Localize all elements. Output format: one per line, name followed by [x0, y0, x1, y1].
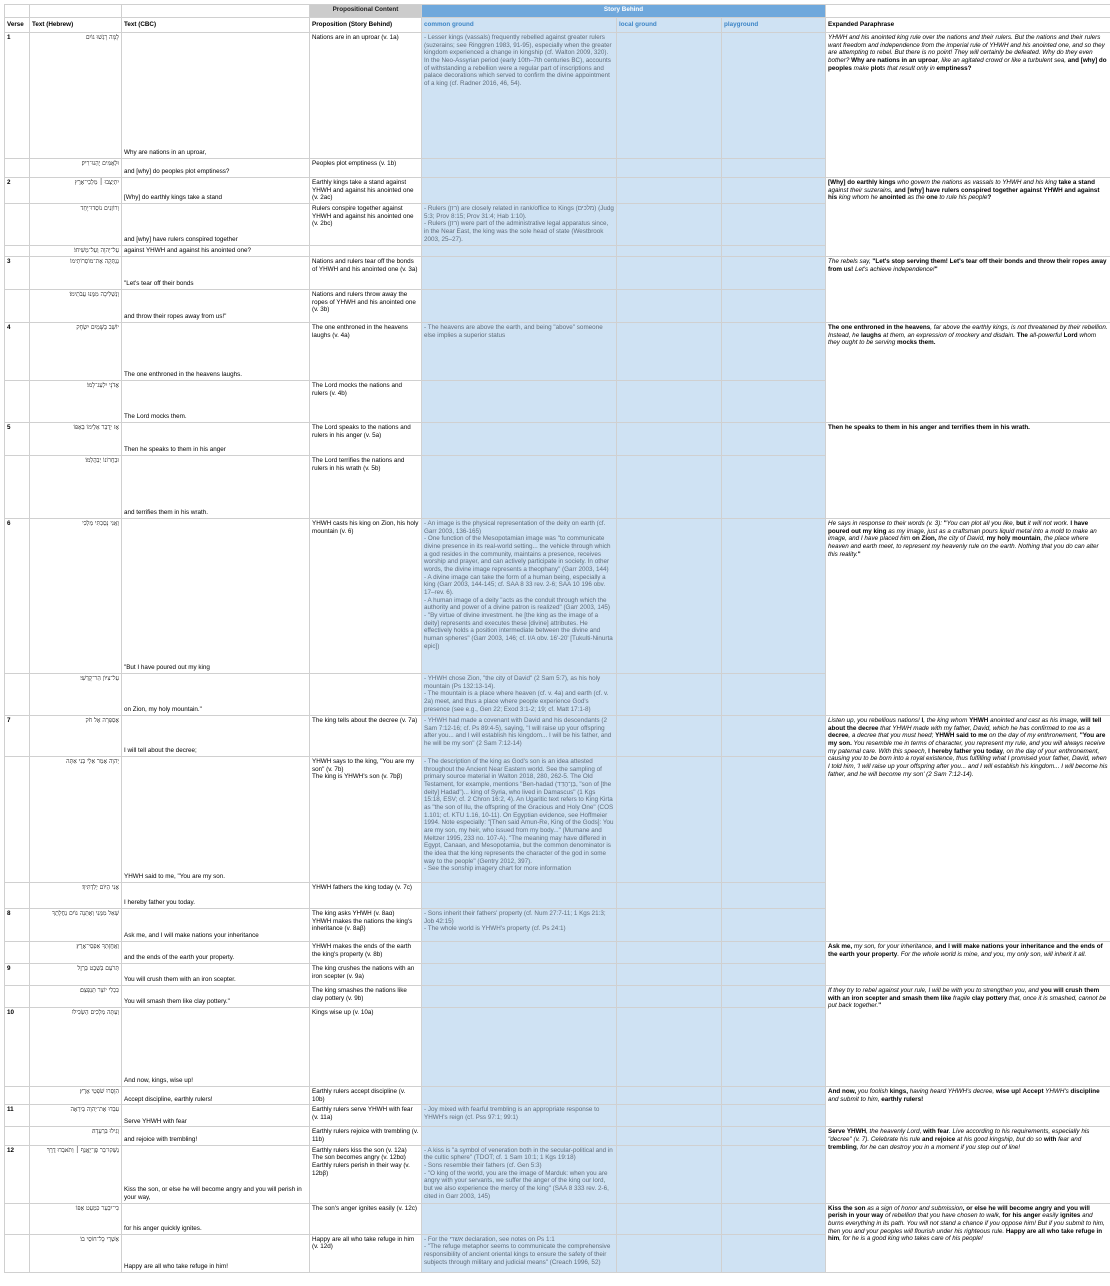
common-ground-cell — [422, 159, 617, 178]
hebrew-text: אָז יְדַבֵּר אֵלֵימוֹ בְאַפּוֹ — [30, 423, 122, 456]
expanded-paraphrase-cell: YHWH and his anointed king rule over the nations and their rulers. But the nations and their rulers want freedom and independence from the imperial rule of YHWH and his anointed one, and so they are attempting to rebel. But there is no point! They will certainly be defeated. Why do they even bother? Why are nations in an uproar, like an agitated crowd or like a turbulent sea, and [why] do peoples make plots that result only in emptiness? — [826, 33, 1110, 178]
cbc-text: YHWH said to me, "You are my son. — [122, 757, 310, 883]
expanded-paraphrase-cell: Listen up, you rebellious nations! I, the king whom YHWH anointed and cast as his image, will tell about the decree that YHWH made with my father, David, which he has confirmed to me as a decree, a decree that you must heed; YHWH said to me on the day of my enthronement, "You are my son. You resemble me in terms of character, you represent my rule, and you will always receive my paternal care. With this speech, I hereby father you today, on the day of your enthronement, causing you to be born into a royal existence, thus fulfilling what I promised your father, David, when I told him, 'I will raise up your offspring after you... and I will establish his kingdom... I will become his father, and he will become my son' (2 Sam 7:12-14). — [826, 716, 1110, 942]
cbc-text: and [why] do peoples plot emptiness? — [122, 159, 310, 178]
hebrew-text: יִתְיַצְּבוּ ׀ מַלְכֵי־אֶרֶץ — [30, 178, 122, 204]
common-ground-cell — [422, 519, 617, 674]
hebrew-text: וּבַחֲרוֹנוֹ יְבַהֲלֵמוֹ׃ — [30, 456, 122, 519]
common-ground-cell — [422, 716, 617, 757]
cbc-text: and [why] have rulers conspired together — [122, 204, 310, 246]
verse-number: 10 — [5, 1008, 30, 1087]
cell-line: - Lesser kings (vassals) frequently rebelled against greater rulers (suzerains; see Ringgren 1983, 91-95), especially when the greater kingdom experienced a change in kingship (cf. Walton 2009, 320). In the Neo-Assyrian period (early 10th–7th centuries BC), accounts of withstanding a rebellion were a regular part of inscriptions and palace decorations which served to confirm the divine appointment of a king (cf. Radner 2016, 46, 54). — [424, 34, 612, 88]
cell-line: - Rulers (רזן) were part of the administrative legal apparatus since, in the Near East, the king was the sole head of state (Westbrook 2003, 25–27). — [424, 220, 609, 243]
cell-line: Nations and rulers throw away the ropes of YHWH and his anointed one (v. 3b) — [312, 291, 416, 314]
common-ground-cell — [422, 1234, 617, 1272]
playground-cell — [722, 290, 826, 323]
local-ground-cell — [617, 33, 722, 159]
cell-line: - "O king of the world, you are the image of Marduk: when you are angry with your servants, we suffer the anger of the king our lord, but we also experience the mercy of the king" (SAA 8 333 rev. 2-6, cited in Garr 2003, 145) — [424, 1169, 609, 1200]
verse-number: 9 — [5, 964, 30, 986]
cell-line: YHWH makes the ends of the earth the king's property (v. 8b) — [312, 943, 412, 958]
verse-number: 5 — [5, 423, 30, 456]
col-playground: playground — [722, 18, 826, 33]
common-ground-cell — [422, 1087, 617, 1105]
cell-line: The one enthroned in the heavens laughs (v. 4a) — [312, 324, 408, 339]
cell-line: - The description of the king as God's son is an idea attested throughout the Ancient Near Eastern world. See the sampling of primary source material in Walton 2018, 280, 262-5. The Old Testament, for example, mentions "Ben-hadad (בֶּן־הֲדַד, "son of [the deity] Hadad")... king of Syria, who lived in Damascus" (1 Kgs 15:18, ESV; cf. 2 Chron 16:2, 4). An Ugaritic text refers to King Kirta as "the son of Ilu, the offspring of the Gracious and Holy One" (COS 1.101; cf. KTU 1.16, 10-11). On Egyptian evidence, see Hoffmeier 1994. Note especially: "[Then said Amun-Re, King of the Gods]: You are my son, my heir, who issued from my body..." (Murnane and Meltzer 1995, 233 no. 107-A). "The meaning may have differed in Egypt, Canaan, and Mesopotamia, but the common denominator is the idea that the king represents the character of the god in some way to the people" (Gentry 2012, 397). — [424, 758, 614, 865]
cbc-text: and the ends of the earth your property. — [122, 942, 310, 964]
cell-line: - The whole world is YHWH's property (cf. Ps 24:1) — [424, 925, 566, 933]
playground-cell — [722, 1203, 826, 1234]
cell-line: Kings wise up (v. 10a) — [312, 1009, 374, 1017]
cell-line: - The mountain is a place where heaven (cf. v. 4a) and earth (cf. v. 2a) meet, and thus a place where people experience God's presence (see e.g., Gen 22; Exod 3:1-2; 19; cf. Matt 17:1-8) — [424, 690, 609, 713]
cbc-text: And now, kings, wise up! — [122, 1008, 310, 1087]
cell-line: - A human image of a deity "acts as the conduit through which the authority and power of a divine patron is realized" (Garr 2003, 145) — [424, 596, 610, 612]
local-ground-cell — [617, 178, 722, 204]
playground-cell — [722, 1127, 826, 1145]
local-ground-cell — [617, 246, 722, 257]
common-ground-cell — [422, 178, 617, 204]
cell-line: Earthly kings take a stand against YHWH and against his anointed one (v. 2ac) — [312, 179, 414, 202]
local-ground-cell — [617, 883, 722, 909]
proposition-cell — [310, 33, 422, 159]
local-ground-cell — [617, 323, 722, 381]
verse-number — [5, 1203, 30, 1234]
playground-cell — [722, 1087, 826, 1105]
expanded-paraphrase-cell: The rebels say, "Let's stop serving them! Let's tear off their bonds and throw their ropes away from us! Let's achieve independence!" — [826, 257, 1110, 323]
playground-cell — [722, 942, 826, 964]
local-ground-cell — [617, 423, 722, 456]
hebrew-text: וַאֲחֻזָּתְךָ אַפְסֵי־אָרֶץ׃ — [30, 942, 122, 964]
cell-line: The son's anger ignites easily (v. 12c) — [312, 1204, 418, 1212]
local-ground-cell — [617, 1127, 722, 1145]
local-ground-cell — [617, 204, 722, 246]
common-ground-cell — [422, 456, 617, 519]
cell-line: Happy are all who take refuge in him (v. 12d) — [312, 1235, 415, 1251]
col-common-ground: common ground — [422, 18, 617, 33]
verse-number — [5, 456, 30, 519]
table-row — [5, 716, 1110, 757]
table-row — [5, 1087, 1110, 1105]
cbc-text: "Let's tear off their bonds — [122, 257, 310, 290]
cell-line: - A divine image can take the form of a human being, especially a king (Garr 2003, 144-145; cf. SAA 8 33 rev. 2-6; SAA 10 196 obv. 17–rev. 6). — [424, 573, 606, 597]
cell-line: YHWH makes the nations the king's inheritance (v. 8aβ) — [312, 917, 413, 933]
table-row — [5, 257, 1110, 290]
cell-line: YHWH says to the king, "You are my son" (v. 7b) — [312, 758, 415, 773]
local-ground-cell — [617, 909, 722, 942]
expanded-paraphrase-cell: If they try to rebel against your rule, I will be with you to strengthen you, and you will crush them with an iron scepter and smash them like fragile clay pottery that, once it is smashed, cannot be put back together." — [826, 986, 1110, 1087]
common-ground-cell — [422, 204, 617, 246]
cbc-text: Happy are all who take refuge in him! — [122, 1234, 310, 1272]
cell-line: - Sons resemble their fathers (cf. Gen 5:3) — [424, 1162, 542, 1170]
expanded-paraphrase-cell: Kiss the son as a sign of honor and submission, or else he will become angry and you will perish in your way of rebellion that you have chosen to walk, for his anger easily ignites and burns everything in its path. You will not stand a chance if you oppose him! But if you submit to him, then you and your peoples will flourish under his righteous rule. Happy are all who take refuge in him, for he is a good king who takes care of his people! — [826, 1203, 1110, 1272]
expanded-paraphrase-cell: Ask me, my son, for your inheritance, and I will make nations your inheritance and the ends of the earth your property. For the whole world is mine, and you, my only son, will inherit it all. — [826, 942, 1110, 986]
common-ground-cell — [422, 942, 617, 964]
proposition-cell — [310, 1087, 422, 1105]
proposition-cell — [310, 964, 422, 986]
expanded-paraphrase-cell: Then he speaks to them in his anger and terrifies them in his wrath. — [826, 423, 1110, 519]
cell-line: The king tells about the decree (v. 7a) — [312, 717, 418, 725]
verse-number: 7 — [5, 716, 30, 757]
verse-number — [5, 1234, 30, 1272]
cell-line: The king smashes the nations like clay pottery (v. 9b) — [312, 987, 407, 1002]
local-ground-cell — [617, 757, 722, 883]
hebrew-text: וּלְאֻמִּים יֶהְגּוּ־רִיק׃ — [30, 159, 122, 178]
playground-cell — [722, 381, 826, 423]
cell-line: The son becomes angry (v. 12bα) — [312, 1154, 406, 1162]
verse-number — [5, 381, 30, 423]
cbc-text: and throw their ropes away from us!" — [122, 290, 310, 323]
cbc-text: against YHWH and against his anointed one? — [122, 246, 310, 257]
cbc-text: Ask me, and I will make nations your inheritance — [122, 909, 310, 942]
verse-number — [5, 757, 30, 883]
hebrew-text: וְרוֹזְנִים נוֹסְדוּ־יָחַד — [30, 204, 122, 246]
table-row — [5, 942, 1110, 964]
cbc-text: Accept discipline, earthly rulers! — [122, 1087, 310, 1105]
proposition-cell — [310, 423, 422, 456]
common-ground-cell — [422, 909, 617, 942]
hebrew-text: כִּי־יִבְעַר כִּמְעַט אַפּוֹ — [30, 1203, 122, 1234]
table-row — [5, 33, 1110, 159]
cell-line: Rulers conspire together against YHWH and against his anointed one (v. 2bc) — [312, 205, 414, 228]
verse-number: 2 — [5, 178, 30, 204]
hebrew-text: נְנַתְּקָה אֶת־מוֹסְרוֹתֵימוֹ — [30, 257, 122, 290]
local-ground-cell — [617, 456, 722, 519]
hebrew-text: וַאֲנִי נָסַכְתִּי מַלְכִּי — [30, 519, 122, 674]
cell-line: The Lord speaks to the nations and rulers in his anger (v. 5a) — [312, 424, 411, 439]
cbc-text: for his anger quickly ignites. — [122, 1203, 310, 1234]
local-ground-cell — [617, 674, 722, 716]
common-ground-cell — [422, 246, 617, 257]
local-ground-cell — [617, 1087, 722, 1105]
playground-cell — [722, 1145, 826, 1203]
verse-number: 6 — [5, 519, 30, 674]
local-ground-cell — [617, 381, 722, 423]
cbc-text: The one enthroned in the heavens laughs. — [122, 323, 310, 381]
hebrew-text: כִּכְלִי יוֹצֵר תְּנַפְּצֵם׃ — [30, 986, 122, 1008]
common-ground-cell — [422, 1203, 617, 1234]
expanded-paraphrase-cell: He says in response to their words (v. 3): "You can plot all you like, but it will not work. I have poured out my king as my image, just as a craftsman pours liquid metal into a mold to make an image, and I have placed him on Zion, the city of David, my holy mountain, the place where heaven and earth meet, to represent my heavenly rule on the earth. Nothing that you do can alter this reality." — [826, 519, 1110, 716]
table-row — [5, 423, 1110, 456]
expanded-paraphrase-cell: And now, you foolish kings, having heard YHWH's decree, wise up! Accept YHWH's discipline and submit to him, earthly rulers! — [826, 1087, 1110, 1127]
verse-number — [5, 204, 30, 246]
table-row — [5, 323, 1110, 381]
cell-line: The Lord mocks the nations and rulers (v. 4b) — [312, 382, 402, 397]
cell-line: - YHWH chose Zion, "the city of David" (2 Sam 5:7), as his holy mountain (Ps 132:13-14). — [424, 675, 601, 690]
cell-line: Nations are in an uproar (v. 1a) — [312, 34, 399, 41]
playground-cell — [722, 423, 826, 456]
common-ground-cell — [422, 757, 617, 883]
common-ground-cell — [422, 423, 617, 456]
local-ground-cell — [617, 1203, 722, 1234]
hebrew-text: וְנַשְׁלִיכָה מִמֶּנּוּ עֲבֹתֵימוֹ׃ — [30, 290, 122, 323]
cell-line: Nations and rulers tear off the bonds of YHWH and his anointed one (v. 3a) — [312, 258, 418, 273]
local-ground-cell — [617, 964, 722, 986]
proposition-cell — [310, 1145, 422, 1203]
local-ground-cell — [617, 159, 722, 178]
hebrew-text: עִבְדוּ אֶת־יְהוָה בְּיִרְאָה — [30, 1105, 122, 1127]
verse-number — [5, 942, 30, 964]
playground-cell — [722, 674, 826, 716]
cell-line: - "By virtue of divine investment. he [the king as the image of a deity] represents and executes these [divine] attributes. He effectively holds a position intermediate between the divine and human spheres" (Garr 2003, 146; cf. I/A obv. 16'-20' [Tukulti-Ninurta epic]) — [424, 612, 613, 650]
cell-line: Earthly rulers kiss the son (v. 12a) — [312, 1146, 407, 1154]
cell-line: The king crushes the nations with an iron scepter (v. 9a) — [312, 965, 415, 980]
hebrew-text: וְעַתָּה מְלָכִים הַשְׂכִּילוּ — [30, 1008, 122, 1087]
proposition-cell — [310, 1203, 422, 1234]
playground-cell — [722, 178, 826, 204]
playground-cell — [722, 519, 826, 674]
cbc-text: [Why] do earthly kings take a stand — [122, 178, 310, 204]
cell-line: - Joy mixed with fearful trembling is an appropriate response to YHWH's reign (cf. Pss 97:1; 99:1) — [424, 1106, 600, 1122]
cell-line: - For the אשרי declaration, see notes on Ps 1:1 — [424, 1235, 555, 1243]
cbc-text: and rejoice with trembling! — [122, 1127, 310, 1145]
cbc-text: Kiss the son, or else he will become angry and you will perish in your way, — [122, 1145, 310, 1203]
cell-line: YHWH fathers the king today (v. 7c) — [312, 884, 412, 892]
cell-line: Earthly rulers accept discipline (v. 10b) — [312, 1088, 406, 1103]
playground-cell — [722, 1234, 826, 1272]
common-ground-cell — [422, 674, 617, 716]
hebrew-text: נַשְּׁקוּ־בַר פֶּן־יֶאֱנַף ׀ וְתֹאבְדוּ דֶרֶךְ — [30, 1145, 122, 1203]
verse-number — [5, 1087, 30, 1105]
common-ground-cell — [422, 1127, 617, 1145]
common-ground-cell — [422, 33, 617, 159]
cell-line: - One function of the Mesopotamian image was "to communicate divine presence in its real-world setting... the vehicle through which a god resides in the community, maintains a presence, receives worship and prayer, and can actively participate in society. In other words, the divine image represents a theophany" (Garr 2003, 144) — [424, 535, 611, 574]
playground-cell — [722, 964, 826, 986]
verse-number: 11 — [5, 1105, 30, 1127]
proposition-cell — [310, 1008, 422, 1087]
verse-number: 1 — [5, 33, 30, 159]
verse-number: 3 — [5, 257, 30, 290]
col-proposition: Proposition (Story Behind) — [310, 18, 422, 33]
common-ground-cell — [422, 381, 617, 423]
playground-cell — [722, 456, 826, 519]
playground-cell — [722, 883, 826, 909]
cell-line: - An image is the physical representation of the deity on earth (cf. Garr 2003, 136-165) — [424, 520, 606, 535]
proposition-cell — [310, 909, 422, 942]
verse-number — [5, 1127, 30, 1145]
local-ground-cell — [617, 1145, 722, 1203]
local-ground-cell — [617, 716, 722, 757]
table-row — [5, 1127, 1110, 1145]
cbc-text: I will tell about the decree; — [122, 716, 310, 757]
proposition-cell — [310, 986, 422, 1008]
common-ground-cell — [422, 323, 617, 381]
local-ground-cell — [617, 942, 722, 964]
hebrew-text: שְׁאַל מִמֶּנִּי וְאֶתְּנָה גוֹיִם נַחֲלָתֶךָ — [30, 909, 122, 942]
cell-line: The Lord terrifies the nations and rulers in his wrath (v. 5b) — [312, 457, 405, 472]
proposition-cell — [310, 674, 422, 716]
cbc-text: Why are nations in an uproar, — [122, 33, 310, 159]
playground-cell — [722, 986, 826, 1008]
expanded-paraphrase-cell: [Why] do earthly kings who govern the nations as vassals to YHWH and his king take a stand against their suzerains, and [why] have rulers conspired together against YHWH and against his king whom he anointed as the one to rule his people? — [826, 178, 1110, 257]
cell-line: - The heavens are above the earth, and being "above" someone else implies a superior status — [424, 324, 603, 339]
table-row — [5, 1203, 1110, 1234]
proposition-cell — [310, 1127, 422, 1145]
col-hebrew: Text (Hebrew) — [30, 18, 122, 33]
table-row — [5, 178, 1110, 204]
cell-line: Earthly rulers serve YHWH with fear (v. 11a) — [312, 1106, 413, 1122]
playground-cell — [722, 246, 826, 257]
playground-cell — [722, 1008, 826, 1087]
proposition-cell — [310, 257, 422, 290]
proposition-cell — [310, 883, 422, 909]
cell-line: The king is YHWH's son (v. 7bβ) — [312, 773, 403, 781]
common-ground-cell — [422, 986, 617, 1008]
col-verse: Verse — [5, 18, 30, 33]
cbc-text: Serve YHWH with fear — [122, 1105, 310, 1127]
hebrew-text: עַל־צִיּוֹן הַר־קָדְשִׁי׃ — [30, 674, 122, 716]
verse-number: 8 — [5, 909, 30, 942]
local-ground-cell — [617, 290, 722, 323]
propositional-content-header: Propositional Content — [310, 5, 422, 18]
hebrew-text: וְגִילוּ בִּרְעָדָה׃ — [30, 1127, 122, 1145]
cell-line: YHWH casts his king on Zion, his holy mountain (v. 6) — [312, 520, 419, 535]
common-ground-cell — [422, 257, 617, 290]
cbc-text: The Lord mocks them. — [122, 381, 310, 423]
local-ground-cell — [617, 1234, 722, 1272]
cbc-text: You will crush them with an iron scepter. — [122, 964, 310, 986]
proposition-cell — [310, 519, 422, 674]
cell-line: Earthly rulers rejoice with trembling (v. 11b) — [312, 1128, 419, 1144]
proposition-cell — [310, 159, 422, 178]
col-cbc: Text (CBC) — [122, 18, 310, 33]
proposition-cell — [310, 290, 422, 323]
playground-cell — [722, 159, 826, 178]
cell-line: Earthly rulers perish in their way (v. 12bβ) — [312, 1162, 410, 1177]
proposition-cell — [310, 381, 422, 423]
cell-line: - Sons inherit their fathers' property (cf. Num 27:7-11; 1 Kgs 21:3; Job 42:15) — [424, 910, 606, 925]
verse-number — [5, 883, 30, 909]
cell-line: - Rulers (רזן) are closely related in rank/office to Kings (מלכים) (Judg 5:3; Prov 8:15; Prov 31:4; Hab 1:10). — [424, 205, 614, 220]
hebrew-text: לָמָּה רָגְשׁוּ גוֹיִם — [30, 33, 122, 159]
local-ground-cell — [617, 1008, 722, 1087]
proposition-cell — [310, 456, 422, 519]
proposition-cell — [310, 246, 422, 257]
hebrew-text: אֲסַפְּרָה אֶל חֹק — [30, 716, 122, 757]
story-behind-header: Story Behind — [422, 5, 826, 18]
verse-number — [5, 674, 30, 716]
common-ground-cell — [422, 1008, 617, 1087]
cell-line: - A kiss is "a symbol of veneration both in the secular-political and in the cultic sphere" (TDOT; cf. 1 Sam 10:1; 1 Kgs 19:18) — [424, 1146, 613, 1162]
table-row — [5, 519, 1110, 674]
common-ground-cell — [422, 883, 617, 909]
common-ground-cell — [422, 964, 617, 986]
expanded-paraphrase-cell: The one enthroned in the heavens, far above the earthly kings, is not threatened by their rebellion. Instead, he laughs at them, an expression of mockery and disdain. The all-powerful Lord whom they ought to be serving mocks them. — [826, 323, 1110, 423]
hebrew-text: עַל־יְהוָה וְעַל־מְשִׁיחוֹ׃ — [30, 246, 122, 257]
proposition-cell — [310, 716, 422, 757]
cbc-text: Then he speaks to them in his anger — [122, 423, 310, 456]
proposition-cell — [310, 1234, 422, 1272]
proposition-cell — [310, 178, 422, 204]
cell-line: - YHWH had made a covenant with David and his descendants (2 Sam 7:12-16; cf. Ps 89:4-5), saying, "I will raise up your offspring after you... and I will establish his kingdom... I will be his father, and he will be my son" (2 Sam 7:12-14) — [424, 717, 612, 748]
expanded-paraphrase-cell: Serve YHWH, the heavenly Lord, with fear. Live according to his requirements, especially his "decree" (v. 7). Celebrate his rule and rejoice at his good kingship, but do so with fear and trembling, for he can destroy you in a moment if you step out of line! — [826, 1127, 1110, 1203]
cbc-text: "But I have poured out my king — [122, 519, 310, 674]
playground-cell — [722, 1105, 826, 1127]
common-ground-cell — [422, 290, 617, 323]
verse-number — [5, 159, 30, 178]
cell-line: The king asks YHWH (v. 8aα) — [312, 910, 395, 918]
hebrew-text: הִוָּסְרוּ שֹׁפְטֵי אָרֶץ׃ — [30, 1087, 122, 1105]
verse-number — [5, 246, 30, 257]
cbc-text: I hereby father you today. — [122, 883, 310, 909]
local-ground-cell — [617, 257, 722, 290]
cell-line: - See the sonship imagery chart for more information — [424, 865, 571, 873]
proposition-cell — [310, 323, 422, 381]
verse-number: 4 — [5, 323, 30, 381]
cbc-text: on Zion, my holy mountain." — [122, 674, 310, 716]
hebrew-text: יְהוָה אָמַר אֵלַי בְּנִי אַתָּה — [30, 757, 122, 883]
table-row — [5, 986, 1110, 1008]
playground-cell — [722, 33, 826, 159]
hebrew-text: אֲדֹנָי יִלְעַג־לָמוֹ׃ — [30, 381, 122, 423]
local-ground-cell — [617, 986, 722, 1008]
proposition-cell — [310, 1105, 422, 1127]
hebrew-text: אַשְׁרֵי כָּל־חוֹסֵי בוֹ׃ — [30, 1234, 122, 1272]
cell-line: - "The refuge metaphor seems to communicate the comprehensive responsibility of ancient oriental kings to ensure the safety of their subjects through military and judicial means" (Creach 1996, 52) — [424, 1243, 611, 1266]
col-paraphrase: Expanded Paraphrase — [826, 18, 1110, 33]
local-ground-cell — [617, 519, 722, 674]
hebrew-text: יוֹשֵׁב בַּשָּׁמַיִם יִשְׂחָק — [30, 323, 122, 381]
proposition-cell — [310, 204, 422, 246]
playground-cell — [722, 323, 826, 381]
proposition-cell — [310, 757, 422, 883]
playground-cell — [722, 909, 826, 942]
local-ground-cell — [617, 1105, 722, 1127]
cbc-text: You will smash them like clay pottery." — [122, 986, 310, 1008]
verse-number — [5, 290, 30, 323]
hebrew-text: אֲנִי הַיּוֹם יְלִדְתִּיךָ׃ — [30, 883, 122, 909]
proposition-cell — [310, 942, 422, 964]
playground-cell — [722, 204, 826, 246]
col-local-ground: local ground — [617, 18, 722, 33]
common-ground-cell — [422, 1145, 617, 1203]
playground-cell — [722, 757, 826, 883]
cbc-text: and terrifies them in his wrath. — [122, 456, 310, 519]
verse-number — [5, 986, 30, 1008]
common-ground-cell — [422, 1105, 617, 1127]
playground-cell — [722, 257, 826, 290]
verse-number: 12 — [5, 1145, 30, 1203]
cell-line: Peoples plot emptiness (v. 1b) — [312, 160, 397, 167]
psalm-table — [4, 4, 1110, 1273]
playground-cell — [722, 716, 826, 757]
hebrew-text: תְּרֹעֵם בְּשֵׁבֶט בַּרְזֶל — [30, 964, 122, 986]
